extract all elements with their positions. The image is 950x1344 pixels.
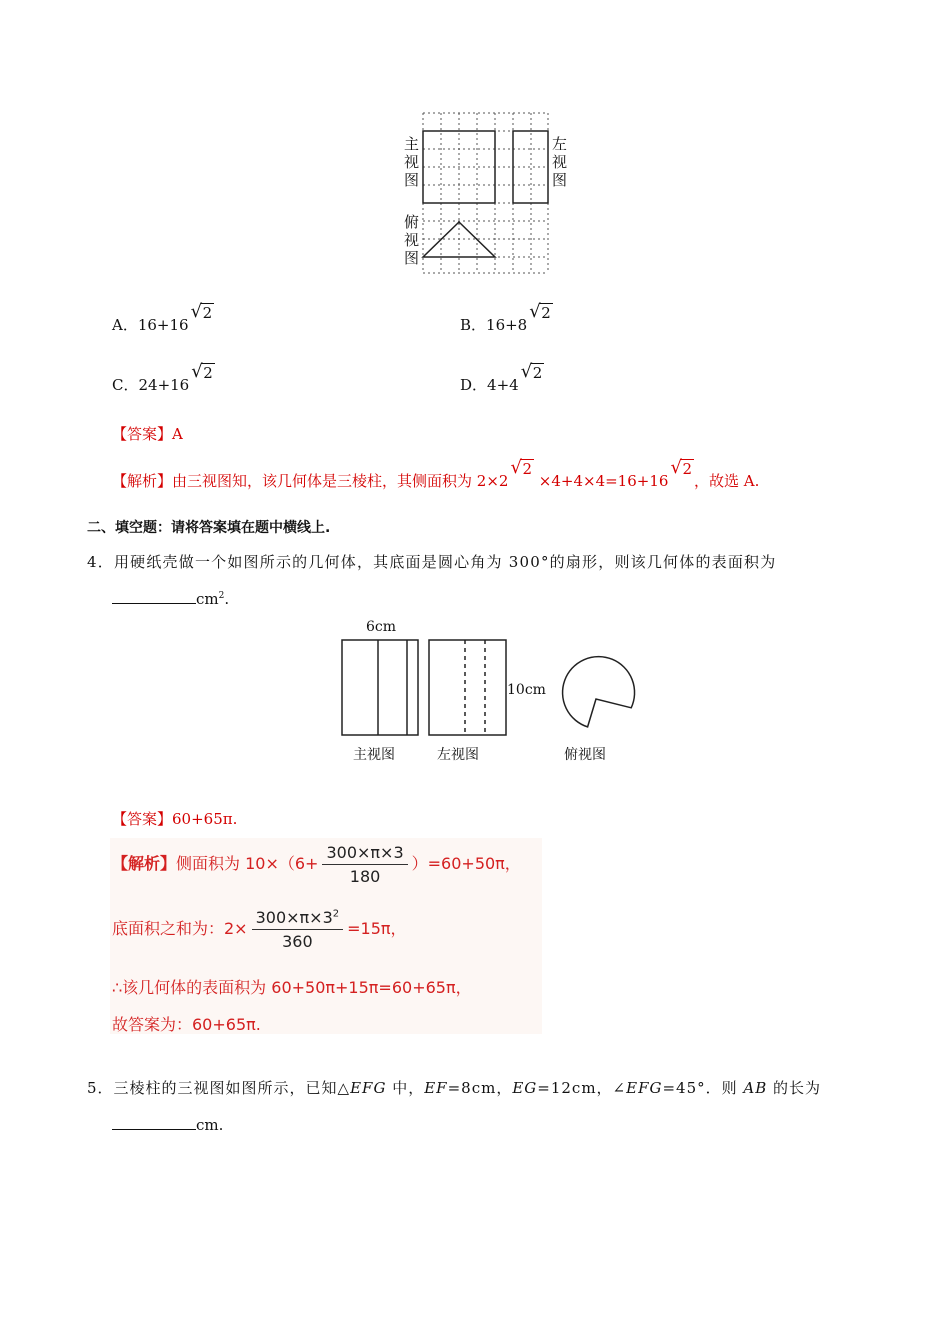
solution-line1-prefix: 侧面积为 10×（6+ xyxy=(176,854,319,873)
q5-stem xyxy=(87,1077,821,1098)
q5-number: 5． xyxy=(87,1079,114,1097)
height-label: 10cm xyxy=(507,682,546,698)
q4-solution-block xyxy=(110,838,542,1034)
sqrt-icon: √ 2 xyxy=(520,361,543,382)
section-heading: 二、填空题：请将答案填在题中横线上. xyxy=(87,520,331,536)
option-b-letter: B． xyxy=(460,316,487,334)
q5-text-1: 三棱柱的三视图如图所示，已知△ xyxy=(113,1079,351,1097)
q4-unit-sup: 2 xyxy=(218,591,225,601)
side-view-label: 左视图 xyxy=(552,135,568,189)
fraction-2-denominator: 360 xyxy=(282,932,313,951)
analysis-radicand-2: 2 xyxy=(682,460,692,478)
side-view-box xyxy=(429,640,506,735)
fraction-2-exponent: 2 xyxy=(332,908,340,920)
solution-line-4: 故答案为：60+65π. xyxy=(112,1015,261,1034)
q5-blank-line xyxy=(112,1115,223,1134)
q3-analysis xyxy=(112,457,760,491)
q5-text-end: 的长为 xyxy=(767,1079,822,1097)
option-d-text: 4+4 xyxy=(487,376,519,394)
side-view-caption: 左视图 xyxy=(437,747,479,763)
analysis-text-3: ，故选 A. xyxy=(693,472,760,490)
solution-line2-prefix: 底面积之和为：2× xyxy=(112,919,248,938)
q5-eg: EG xyxy=(512,1079,538,1097)
solution-line-1 xyxy=(112,843,521,886)
analysis-tag: 【解析】 xyxy=(112,472,173,490)
fraction-1-denominator: 180 xyxy=(349,867,381,886)
q4-text: 用硬纸壳做一个如图所示的几何体，其底面是圆心角为 300°的扇形，则该几何体的表面积为 xyxy=(113,553,777,571)
option-a-text: 16+16 xyxy=(137,316,189,334)
sqrt-icon: √ 2 xyxy=(191,361,213,382)
top-view-sector xyxy=(563,657,635,727)
analysis-text-1: 由三视图知，该几何体是三棱柱，其侧面积为 2×2 xyxy=(172,472,509,490)
answer-tag: 【答案】 xyxy=(112,425,173,443)
option-b xyxy=(460,301,553,335)
option-d-letter: D． xyxy=(460,376,488,394)
answer-blank xyxy=(112,589,196,604)
fraction-2 xyxy=(252,908,344,951)
q5-efg-angle: EFG xyxy=(626,1079,663,1097)
q5-eg-value: =12cm，∠ xyxy=(537,1079,627,1097)
q5-text-2: 中， xyxy=(386,1079,425,1097)
fraction-2-numerator: $300\times\pi\times 3^2$ xyxy=(252,908,344,930)
q4-blank-line xyxy=(112,589,229,608)
option-a-radicand: 2 xyxy=(202,304,213,322)
q5-angle-value: =45°．则 xyxy=(662,1079,744,1097)
q5-ef: EF xyxy=(424,1079,448,1097)
analysis-radicand-1: 2 xyxy=(522,460,532,478)
top-view-caption: 俯视图 xyxy=(564,747,606,763)
three-view-figure-1 xyxy=(398,110,568,278)
q4-number: 4． xyxy=(87,553,114,571)
option-a xyxy=(112,301,214,335)
q5-ef-value: =8cm， xyxy=(447,1079,513,1097)
option-c xyxy=(112,361,215,395)
solution-line-3: ∴该几何体的表面积为 60+50π+15π=60+65π， xyxy=(112,978,472,997)
sqrt-icon: √ 2 xyxy=(190,301,213,322)
q5-efg: EFG xyxy=(350,1079,387,1097)
option-c-text: 24+16 xyxy=(138,376,190,394)
solution-line-2 xyxy=(112,908,407,951)
three-view-grid-svg xyxy=(398,110,568,278)
option-b-radicand: 2 xyxy=(541,304,551,322)
q4-answer xyxy=(112,808,237,829)
analysis-text-2: ×4+4×4=16+16 xyxy=(538,472,669,490)
fraction-1-numerator: 300×π×3 xyxy=(322,843,407,865)
solution-line1-suffix: ）=60+50π， xyxy=(411,854,521,873)
answer-value: A xyxy=(172,425,183,443)
solution-line2-suffix: =15π， xyxy=(347,919,407,938)
answer-value: 60+65π. xyxy=(172,810,238,828)
q5-unit: cm. xyxy=(196,1116,224,1134)
option-d xyxy=(460,361,544,395)
option-c-letter: C． xyxy=(112,376,139,394)
sqrt-icon: √ 2 xyxy=(670,457,692,478)
sqrt-icon: √ 2 xyxy=(510,457,532,478)
q4-unit: cm xyxy=(196,590,219,608)
sqrt-icon: √ 2 xyxy=(529,301,551,322)
answer-blank xyxy=(112,1115,196,1130)
q4-unit-end: . xyxy=(224,590,230,608)
option-a-letter: A． xyxy=(112,316,138,334)
front-view-caption: 主视图 xyxy=(353,747,395,763)
q4-stem xyxy=(87,551,776,572)
answer-tag: 【答案】 xyxy=(112,810,173,828)
top-view-label: 俯视图 xyxy=(404,213,420,267)
front-view-label: 主视图 xyxy=(404,135,420,189)
option-b-text: 16+8 xyxy=(486,316,528,334)
solution-tag: 【解析】 xyxy=(112,854,177,873)
option-c-radicand: 2 xyxy=(203,364,213,382)
q5-ab: AB xyxy=(743,1079,768,1097)
fraction-1 xyxy=(322,843,407,886)
width-label: 6cm xyxy=(366,619,397,635)
option-d-radicand: 2 xyxy=(532,364,543,382)
q3-answer xyxy=(112,423,183,444)
